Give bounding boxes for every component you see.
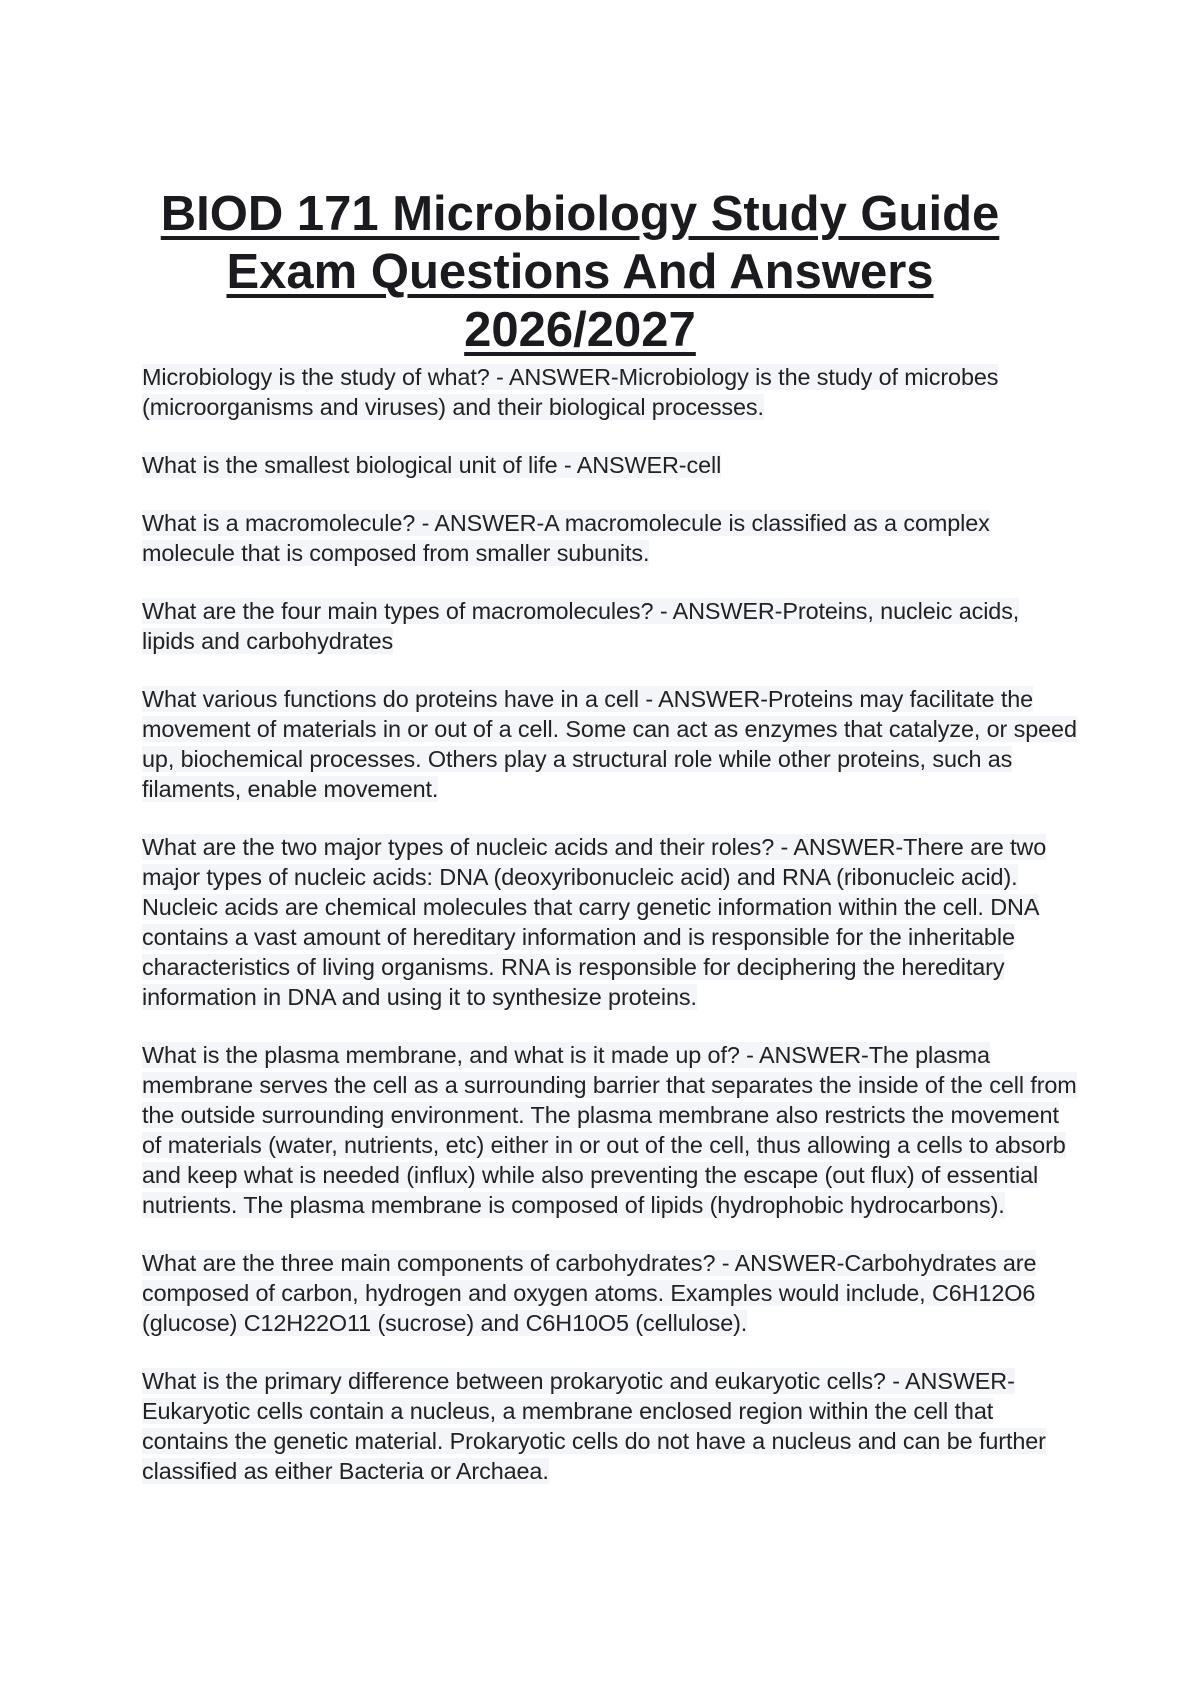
qa-item-plasma-membrane (142, 1040, 1077, 1220)
qa-item-smallest-unit (142, 450, 1077, 480)
title-line (0, 185, 1160, 243)
qa-item-microbiology-definition (142, 362, 1077, 422)
qa-item-nucleic-acids (142, 832, 1077, 1012)
question-answer-list (142, 362, 1077, 1514)
qa-text: What various functions do proteins have in a cell - ANSWER-Proteins may facilitate the movement of materials in or out of a cell. Some can act as enzymes that catalyze, or speed up, biochemical processes. Others play a structural role while other proteins, such as filaments, enable movement. (142, 686, 1077, 802)
qa-item-protein-functions (142, 684, 1077, 804)
title-line-text: BIOD 171 Microbiology Study Guide (160, 186, 1000, 241)
qa-text: What is the plasma membrane, and what is it made up of? - ANSWER-The plasma membrane serves the cell as a surrounding barrier that separates the inside of the cell from the outside surrounding environment. The plasma membrane also restricts the movement of materials (water, nutrients, etc) either in or out of the cell, thus allowing a cells to absorb and keep what is needed (influx) while also preventing the escape (out flux) of essential nutrients. The plasma membrane is composed of lipids (hydrophobic hydrocarbons). (142, 1042, 1077, 1218)
title-line-text: Exam Questions And Answers (226, 244, 934, 299)
title-line (0, 301, 1160, 359)
qa-item-prokaryotic-eukaryotic (142, 1366, 1077, 1486)
qa-text: What are the four main types of macromolecules? - ANSWER-Proteins, nucleic acids, lipids and carbohydrates (142, 598, 1020, 654)
qa-text: What is a macromolecule? - ANSWER-A macromolecule is classified as a complex molecule that is composed from smaller subunits. (142, 510, 990, 566)
qa-text: What are the three main components of carbohydrates? - ANSWER-Carbohydrates are composed of carbon, hydrogen and oxygen atoms. Examples would include, C6H12O6 (glucose) C12H22O11 (sucrose) and C6H10O5 (cellulose). (142, 1250, 1037, 1336)
qa-text: What is the primary difference between prokaryotic and eukaryotic cells? - ANSWER-Eukaryotic cells contain a nucleus, a membrane enclosed region within the cell that contains the genetic material. Prokaryotic cells do not have a nucleus and can be further classified as either Bacteria or Archaea. (142, 1368, 1046, 1484)
qa-text: Microbiology is the study of what? - ANSWER-Microbiology is the study of microbes (microorganisms and viruses) and their biological processes. (142, 364, 999, 420)
qa-item-carbohydrates (142, 1248, 1077, 1338)
qa-item-macromolecule-types (142, 596, 1077, 656)
title-line-text: 2026/2027 (464, 302, 696, 357)
qa-text: What are the two major types of nucleic acids and their roles? - ANSWER-There are two major types of nucleic acids: DNA (deoxyribonucleic acid) and RNA (ribonucleic acid). Nucleic acids are chemical molecules that carry genetic information within the cell. DNA contains a vast amount of hereditary information and is responsible for the inheritable characteristics of living organisms. RNA is responsible for deciphering the hereditary information in DNA and using it to synthesize proteins. (142, 834, 1047, 1010)
document-title (0, 185, 1160, 359)
title-line (0, 243, 1160, 301)
qa-text: What is the smallest biological unit of life - ANSWER-cell (142, 452, 722, 478)
qa-item-macromolecule (142, 508, 1077, 568)
